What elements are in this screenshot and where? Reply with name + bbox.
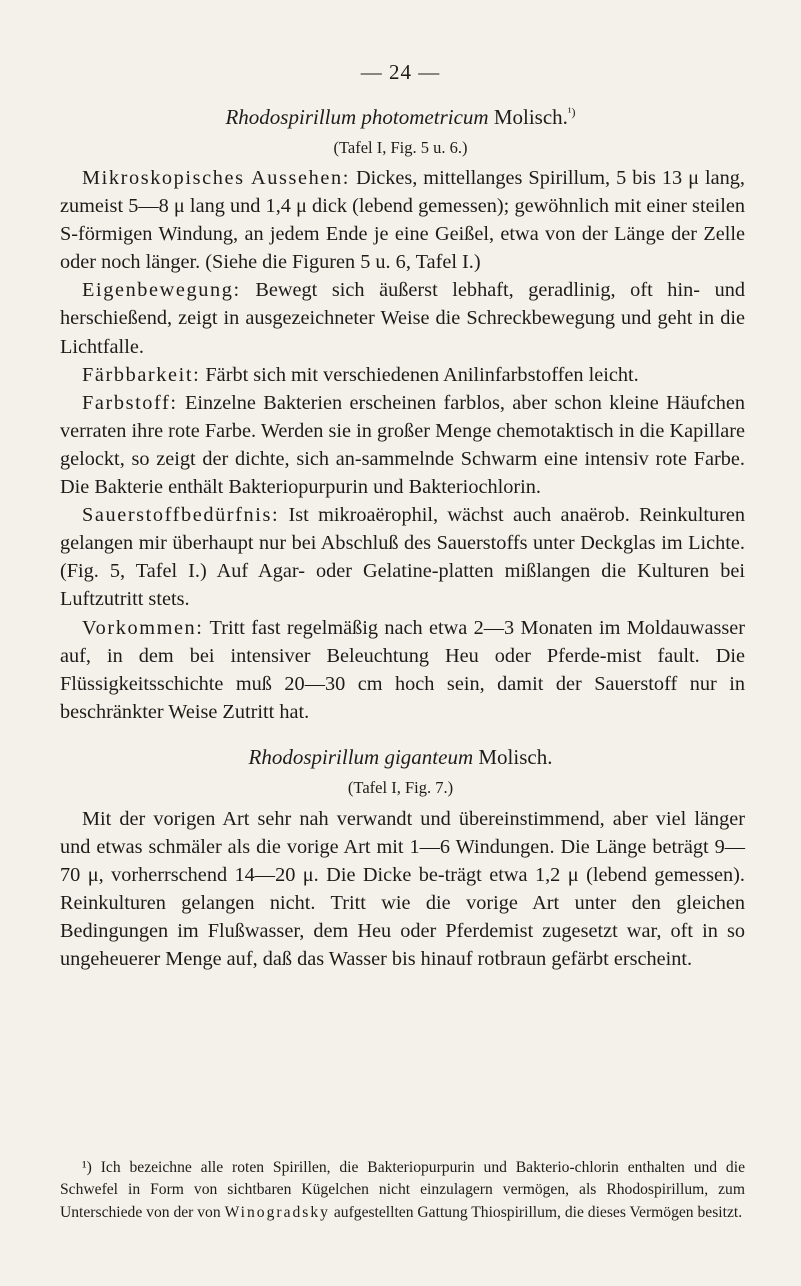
paragraph-label: Vorkommen:: [82, 616, 204, 639]
species-author: Molisch.: [478, 745, 553, 769]
plate-reference-2: (Tafel I, Fig. 7.): [347, 778, 454, 797]
footnote-author: Winogradsky: [224, 1203, 330, 1221]
paragraph-label: Eigenbewegung:: [82, 279, 241, 302]
footnote-ref: ¹): [567, 105, 576, 119]
paragraph-text: Dickes, mittellanges Spirillum, 5 bis 13 μ lang, zumeist 5—8 μ lang und 1,4 μ dick (lebend gemessen); gewöhnlich mit einer steilen S-förmigen Windung, an jedem Ende je eine Geißel, etwa von der Länge der Zelle oder noch länger. (Siehe die Figuren 5 u. 6, Tafel I.): [60, 167, 745, 274]
section-1-body: [60, 164, 745, 726]
species-name: Rhodospirillum giganteum: [248, 745, 474, 769]
paragraph: Mit der vorigen Art sehr nah verwandt und übereinstimmend, aber viel länger und etwas schmäler als die vorige Art mit 1—6 Windungen. Die Länge beträgt 9—70 μ, vorherrschend 14—20 μ. Die Dicke be-trägt etwa 1,2 μ (lebend gemessen). Reinkulturen gelangen nicht. Tritt wie die vorige Art unter den gleichen Bedingungen im Flußwasser, dem Heu oder Pferdemist zugesetzt war, oft in so ungeheuerer Menge auf, daß das Wasser bis hinauf rotbraun gefärbt erscheint.: [60, 808, 745, 971]
paragraph-label: Farbstoff:: [82, 391, 178, 414]
section-2-body: [60, 805, 745, 974]
paragraph-text: Ist mikroaërophil, wächst auch anaërob. Reinkulturen gelangen mir überhaupt nur bei Abschluß des Sauerstoffs unter Deckglas im Lichte. (Fig. 5, Tafel I.) Auf Agar- oder Gelatine-platten mißlangen die Kulturen bei Luftzutritt stets.: [60, 504, 745, 611]
footnote-paragraph: [60, 1157, 745, 1224]
plate-reference-1: (Tafel I, Fig. 5 u. 6.): [333, 138, 468, 157]
species-heading-1: [0, 105, 801, 130]
paragraph: [60, 614, 745, 726]
paragraph: [60, 361, 745, 389]
paragraph-text: Färbt sich mit verschiedenen Anilinfarbstoffen leicht.: [205, 363, 639, 386]
species-name: Rhodospirillum photometricum: [225, 105, 489, 129]
paragraph-text: Tritt fast regelmäßig nach etwa 2—3 Monaten im Moldauwasser auf, in dem bei intensiver Beleuchtung Heu oder Pferde-mist fault. Die Flüssigkeitsschichte muß 20—30 cm hoch sein, damit der Sauerstoff nur in beschränkter Weise Zutritt hat.: [60, 616, 745, 723]
paragraph: [60, 276, 745, 360]
paragraph-label: Sauerstoffbedürfnis:: [82, 504, 280, 527]
footnote-mark: ¹): [82, 1159, 92, 1176]
paragraph: [60, 389, 745, 501]
species-heading-2: [0, 745, 801, 770]
paragraph-label: Mikroskopisches Aussehen:: [82, 167, 350, 189]
paragraph-label: Färbbarkeit:: [82, 363, 201, 386]
footnote-text: Ich bezeichne alle roten Spirillen, die Bakteriopurpurin und Bakterio-chlorin enthalten und die Schwefel in Form von sichtbaren Kügelchen nicht einzulagern vermögen, als Rhodospirillum, zum Unterschiede von der von: [60, 1159, 745, 1221]
paragraph-text: Bewegt sich äußerst lebhaft, geradlinig, oft hin- und herschießend, zeigt in ausgezeichneter Weise die Schreckbewegung und geht in die Lichtfalle.: [60, 279, 745, 358]
paragraph-text: Einzelne Bakterien erscheinen farblos, aber schon kleine Häufchen verraten ihre rote Farbe. Werden sie in großer Menge chemotaktisch in die Kapillare gelockt, so zeigt der dichte, sich an-sammelnde Schwarm eine intensiv rote Farbe. Die Bakterie enthält Bakteriopurpurin und Bakteriochlorin.: [60, 391, 745, 499]
footnote-text-end: aufgestellten Gattung Thiospirillum, die dieses Vermögen besitzt.: [333, 1203, 743, 1221]
species-author: Molisch.: [493, 105, 568, 129]
page-number: — 24 —: [360, 60, 441, 84]
footnote: [60, 1157, 745, 1224]
paragraph: [60, 164, 745, 276]
paragraph: [60, 501, 745, 613]
